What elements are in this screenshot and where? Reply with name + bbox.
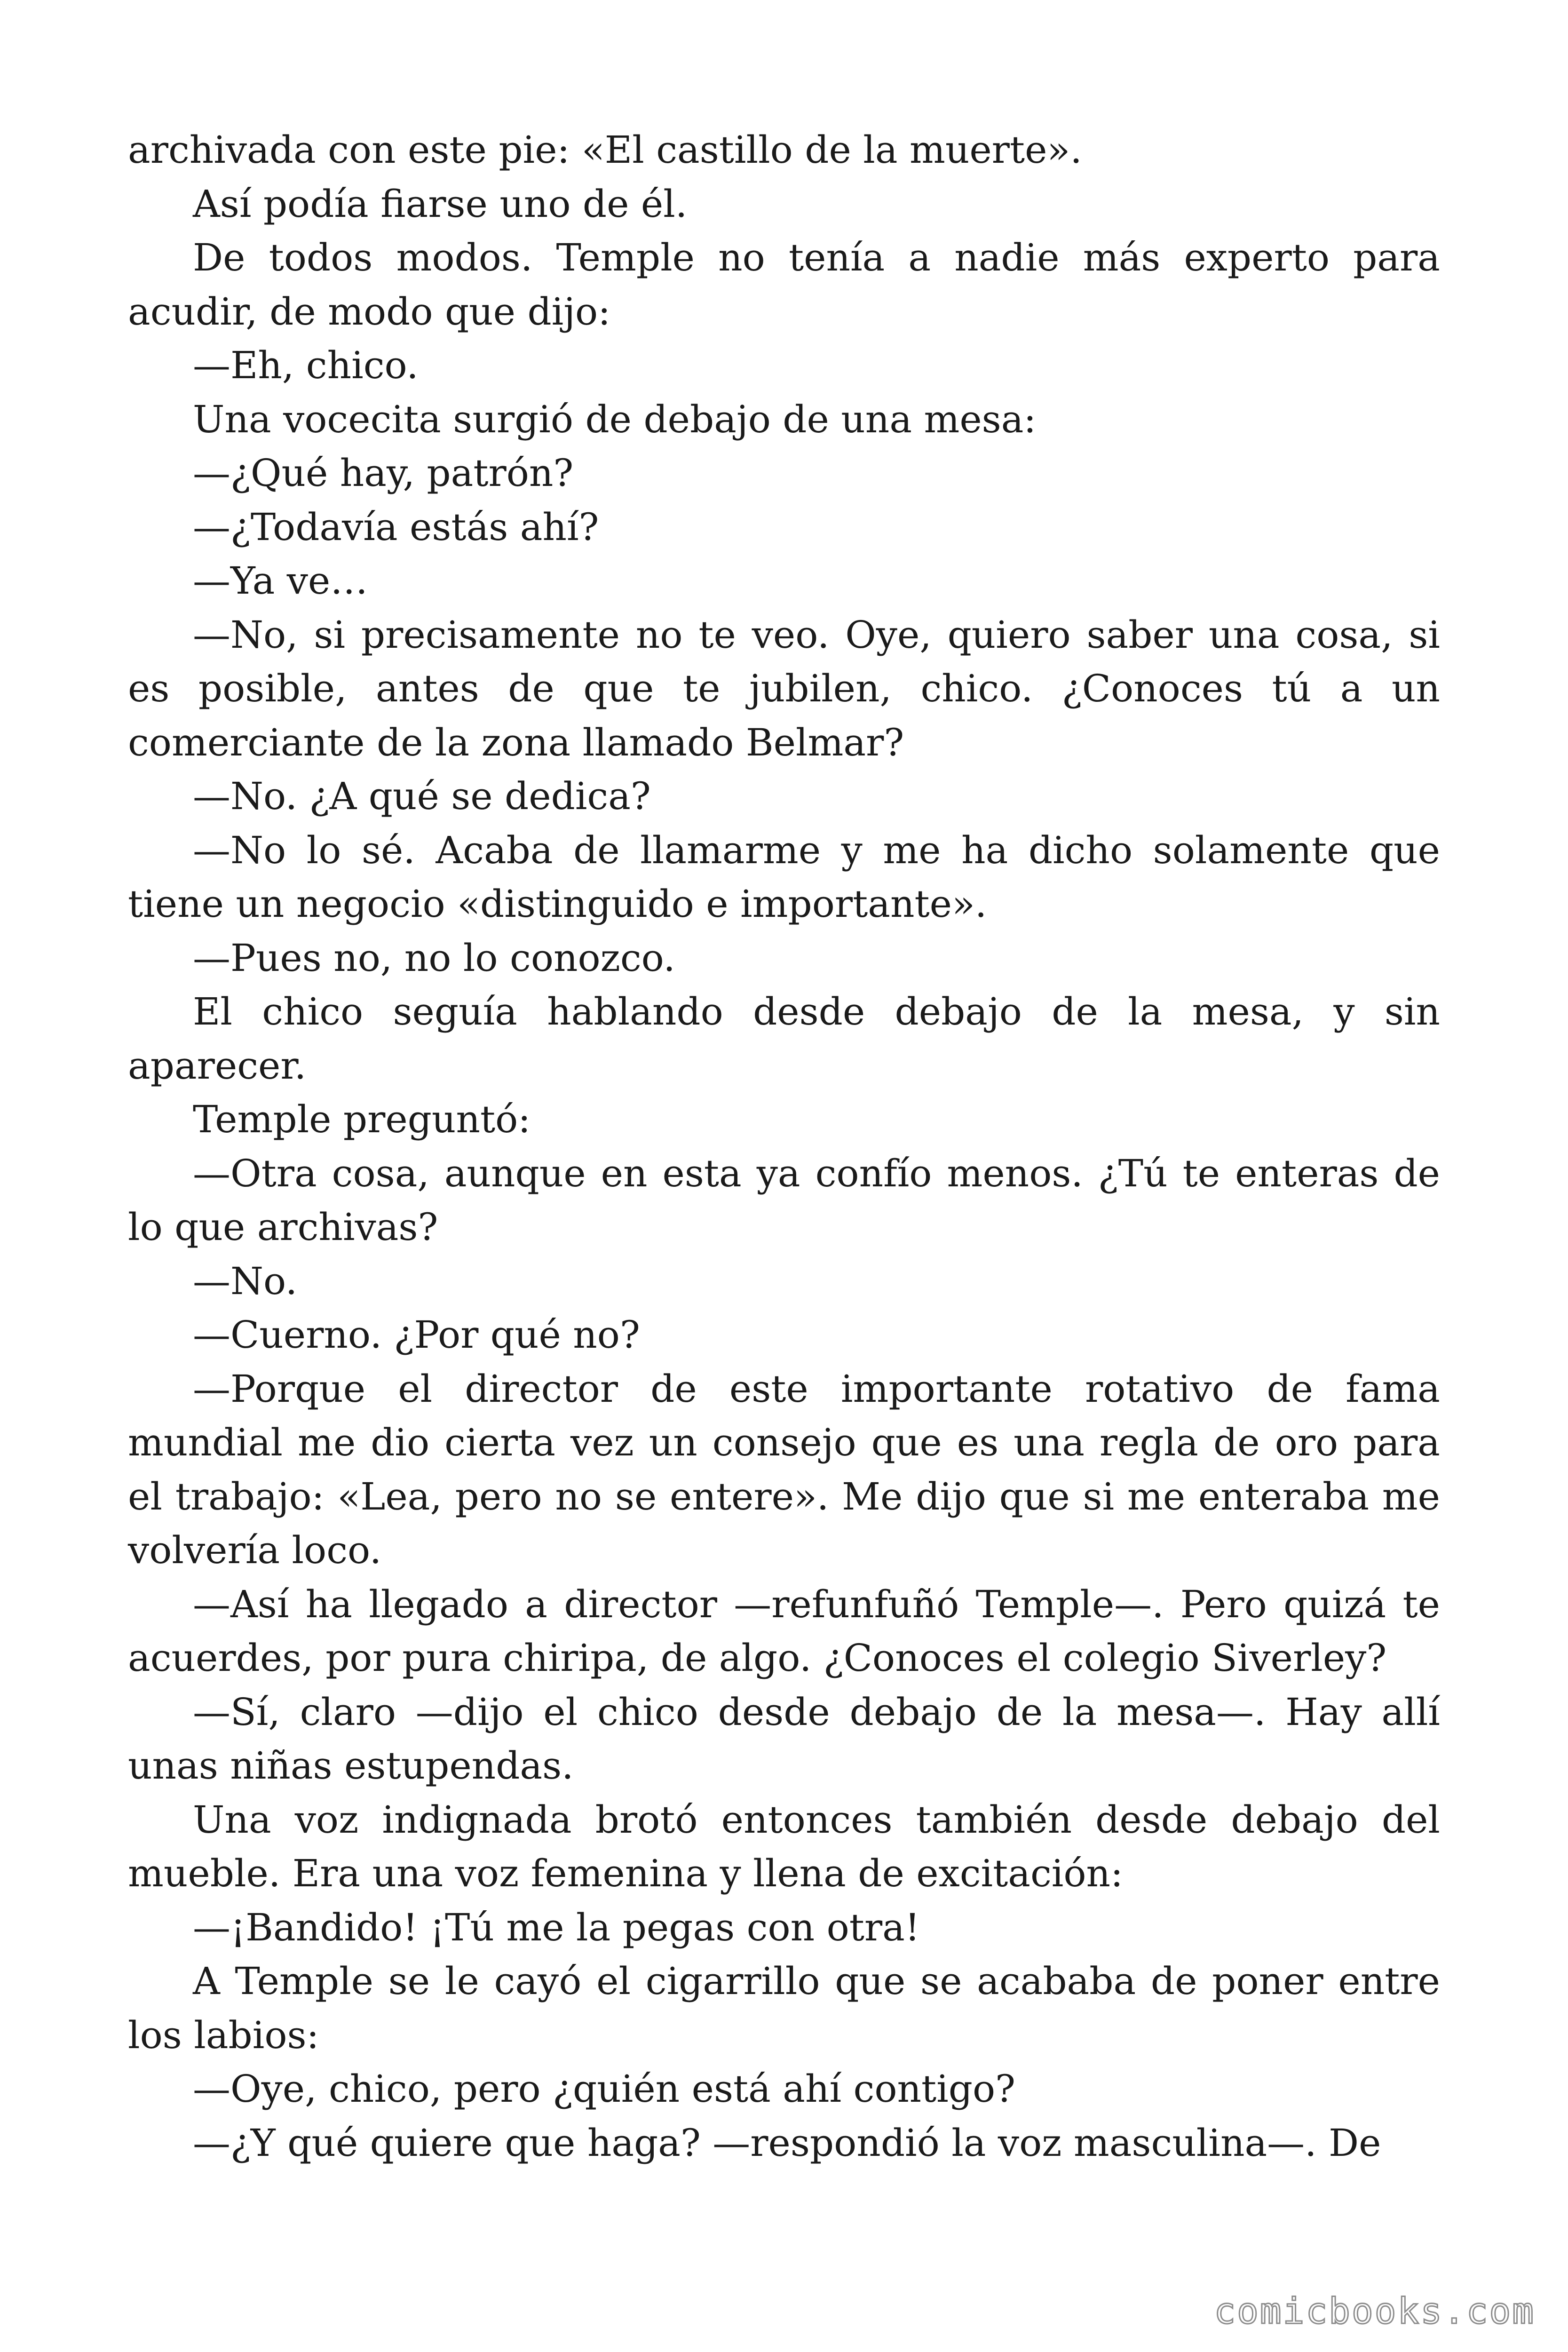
paragraph-24: —Oye, chico, pero ¿quién está ahí contigo? [193,2067,1016,2111]
paragraph-22: —¡Bandido! ¡Tú me la pegas con otra! [193,1905,920,1949]
paragraph-17: —Cuerno. ¿Por qué no? [193,1313,640,1357]
paragraph-3: De todos modos. Temple no tenía a nadie más experto para acudir, de modo que dijo: [128,236,1440,334]
watermark: comicbooks.com [1214,2290,1535,2332]
body-text [128,123,1440,2170]
paragraph-23: A Temple se le cayó el cigarrillo que se acababa de poner entre los labios: [128,1959,1440,2057]
paragraph-25: —¿Y qué quiere que haga? —respondió la voz masculina—. De [193,2121,1381,2165]
paragraph-5: Una vocecita surgió de debajo de una mesa: [193,397,1037,441]
paragraph-20: —Sí, claro —dijo el chico desde debajo de la mesa—. Hay allí unas niñas estupendas. [128,1690,1440,1788]
paragraph-7: —¿Todavía estás ahí? [193,505,599,549]
paragraph-14: Temple preguntó: [193,1097,531,1141]
paragraph-16: —No. [193,1259,298,1303]
paragraph-2: Así podía fiarse uno de él. [193,182,688,226]
paragraph-1: archivada con este pie: «El castillo de la muerte». [128,128,1082,172]
paragraph-10: —No. ¿A qué se dedica? [193,774,651,818]
paragraph-18: —Porque el director de este importante rotativo de fama mundial me dio cierta vez un consejo que es una regla de oro para el trabajo: «Lea, pero no se entere». Me dijo que si me enteraba me volvería loco. [128,1367,1440,1572]
paragraph-13: El chico seguía hablando desde debajo de la mesa, y sin aparecer. [128,990,1440,1088]
paragraph-4: —Eh, chico. [193,343,419,387]
paragraph-19: —Así ha llegado a director —refunfuñó Temple—. Pero quizá te acuerdes, por pura chiripa, de algo. ¿Conoces el colegio Siverley? [128,1582,1440,1680]
paragraph-21: Una voz indignada brotó entonces también desde debajo del mueble. Era una voz femenina y llena de excitación: [128,1797,1440,1895]
paragraph-12: —Pues no, no lo conozco. [193,936,675,980]
paragraph-15: —Otra cosa, aunque en esta ya confío menos. ¿Tú te enteras de lo que archivas? [128,1151,1440,1249]
paragraph-11: —No lo sé. Acaba de llamarme y me ha dicho solamente que tiene un negocio «distinguido e importante». [128,828,1440,926]
paragraph-6: —¿Qué hay, patrón? [193,451,574,495]
paragraph-8: —Ya ve… [193,559,368,603]
paragraph-9: —No, si precisamente no te veo. Oye, quiero saber una cosa, si es posible, antes de que te jubilen, chico. ¿Conoces tú a un comerciante de la zona llamado Belmar? [128,612,1440,764]
